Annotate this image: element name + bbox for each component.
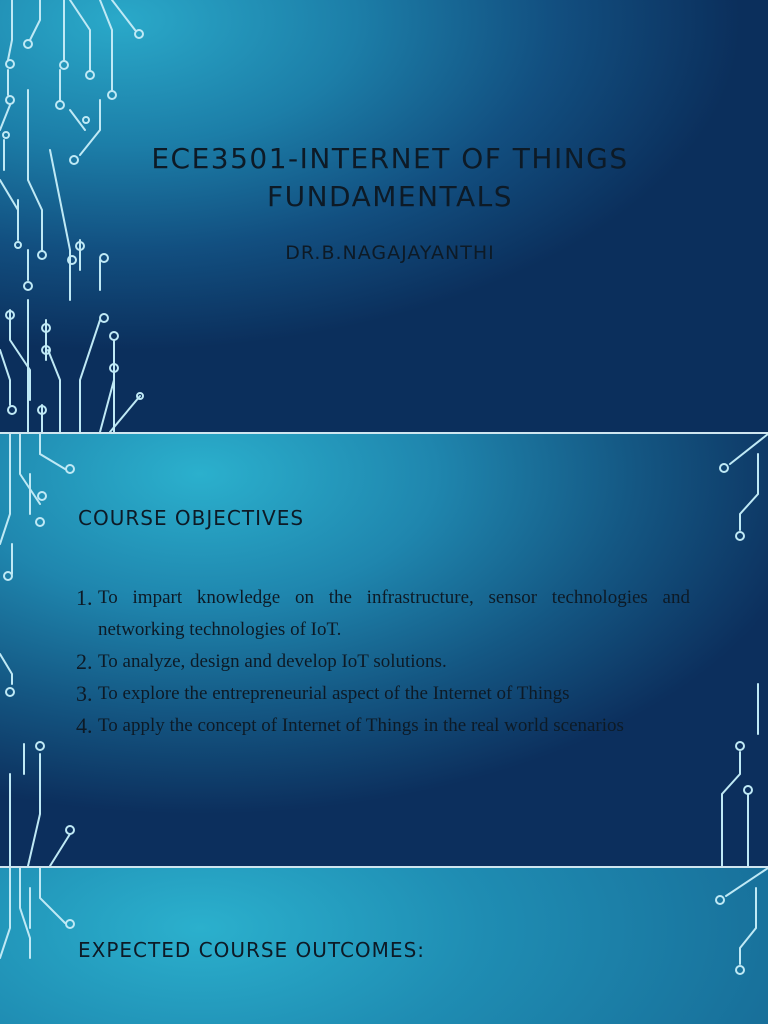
- item-text: To apply the concept of Internet of Things in the real world scenarios: [98, 715, 624, 736]
- circuit-decoration-left: [0, 434, 80, 866]
- title-slide: [0, 0, 768, 432]
- list-item: [76, 678, 690, 710]
- item-text: To analyze, design and develop IoT solutions.: [98, 651, 447, 672]
- objectives-list: [76, 582, 690, 742]
- list-item: [76, 646, 690, 678]
- section-heading: EXPECTED COURSE OUTCOMES:: [78, 938, 426, 962]
- circuit-decoration-right: [690, 434, 768, 866]
- list-item: [76, 582, 690, 646]
- item-text: To impart knowledge on the infrastructure, sensor technologies and networking technologies of IoT.: [98, 587, 690, 640]
- title-line-1: ECE3501-INTERNET OF THINGS: [151, 142, 629, 175]
- item-number: 3.: [76, 681, 93, 706]
- circuit-decoration-right: [690, 868, 768, 1024]
- course-outcomes-slide: [0, 868, 768, 1024]
- title-line-2: FUNDAMENTALS: [266, 180, 514, 213]
- item-number: 4.: [76, 713, 93, 738]
- author-name: DR.B.NAGAJAYANTHI: [285, 242, 495, 264]
- item-number: 2.: [76, 649, 93, 674]
- list-item: [76, 710, 690, 742]
- item-text: To explore the entrepreneurial aspect of the Internet of Things: [98, 683, 570, 704]
- circuit-decoration-left: [0, 0, 160, 432]
- circuit-decoration-left: [0, 868, 80, 1024]
- course-objectives-slide: [0, 434, 768, 866]
- item-number: 1.: [76, 585, 93, 610]
- section-heading: COURSE OBJECTIVES: [78, 506, 305, 530]
